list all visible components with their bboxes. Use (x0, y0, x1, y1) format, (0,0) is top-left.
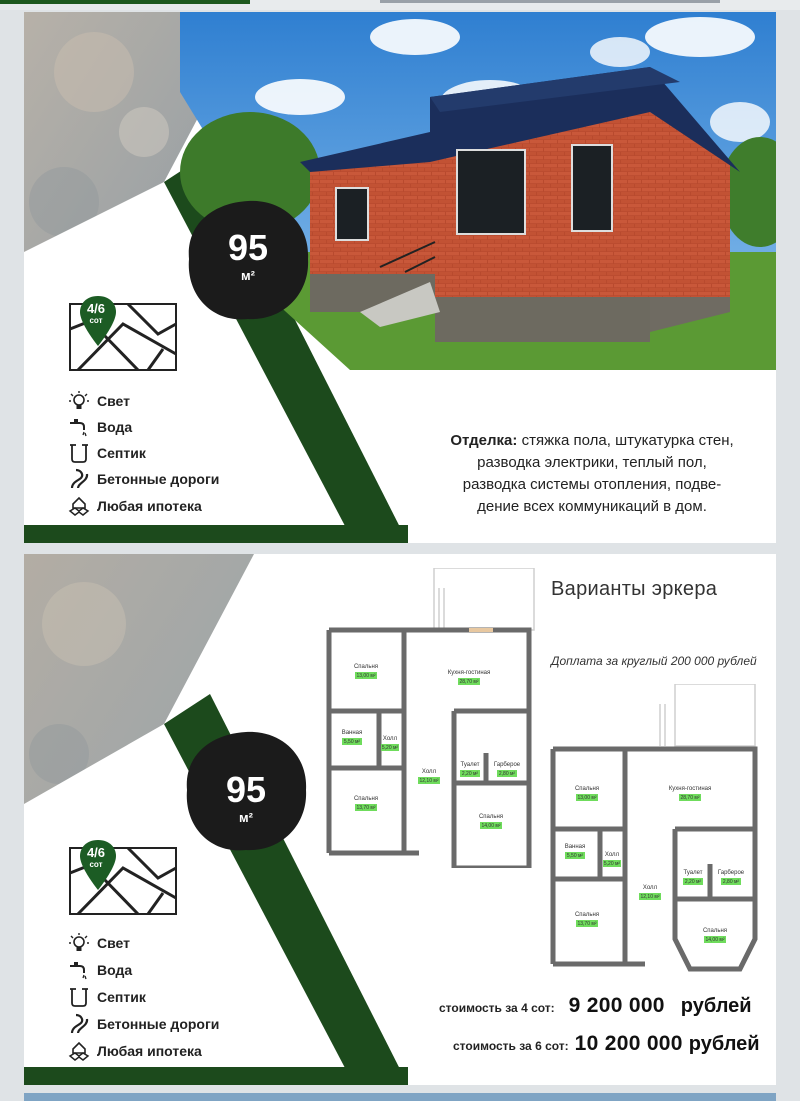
floor-plan-square-bay (324, 568, 539, 868)
finish-line-3: разводка системы отопления, подве- (462, 476, 722, 493)
feature-mortgage (68, 495, 202, 517)
listing-card-exterior (24, 12, 776, 543)
faucet-icon (68, 959, 90, 981)
septic-icon (68, 986, 90, 1008)
feature-label: Вода (97, 962, 133, 978)
feature-label: Любая ипотека (97, 1043, 202, 1059)
plan1-label-wardrobe: Гарберое (493, 762, 521, 768)
feature-water (68, 959, 132, 981)
plan2-label-hall-small: Холл (604, 852, 620, 858)
plan2-area-toilet: 2,20 м² (684, 879, 702, 885)
plot-unit: сот (89, 316, 103, 325)
price-value: 9 200 000 (568, 994, 665, 1017)
plan1-label-bedroom2: Спальня (353, 796, 379, 802)
plan2-label-toilet: Туалет (683, 870, 703, 876)
plot-value: 4/6 (86, 301, 106, 316)
plan1-label-kitchen: Кухня-гостиная (447, 670, 491, 676)
price-currency: рублей (688, 1033, 760, 1055)
plan2-area-bedroom1: 13,00 м² (577, 795, 597, 801)
floor-plan-round-bay (545, 684, 765, 979)
listing-card-plans (24, 554, 776, 1085)
feature-septic (68, 442, 146, 464)
plan1-label-bedroom1: Спальня (353, 664, 379, 670)
top-strip-green (0, 0, 250, 4)
bay-window-title: Варианты эркера (551, 578, 718, 600)
feature-label: Бетонные дороги (97, 471, 220, 487)
feature-mortgage (68, 1040, 202, 1062)
plan2-area-hall-small: 5,20 м² (603, 861, 621, 867)
plan1-area-bath: 5,50 м² (343, 739, 361, 745)
feature-label: Вода (97, 419, 133, 435)
plan2-area-wardrobe: 2,80 м² (722, 879, 740, 885)
plan1-area-hall: 12,10 м² (419, 778, 439, 784)
plan2-label-kitchen: Кухня-гостиная (668, 786, 712, 792)
feature-septic (68, 986, 146, 1008)
handshake-house-icon (68, 1040, 90, 1062)
feature-label: Бетонные дороги (97, 1016, 220, 1032)
feature-water (68, 416, 132, 438)
road-icon (68, 468, 90, 490)
septic-icon (68, 442, 90, 464)
next-card-edge (24, 1093, 776, 1101)
area-unit: м² (239, 810, 253, 825)
area-value: 95 (225, 769, 267, 810)
plan1-label-toilet: Туалет (460, 762, 480, 768)
plan1-label-bath: Ванная (341, 730, 363, 736)
plan1-area-toilet: 2,20 м² (461, 771, 479, 777)
plan2-area-bedroom3: 14,00 м² (705, 937, 725, 943)
feature-label: Септик (97, 989, 146, 1005)
finish-line-4: дение всех коммуникаций в дом. (477, 498, 707, 515)
price-label: стоимость за 4 сот: (439, 1001, 555, 1015)
feature-label: Свет (97, 393, 130, 409)
feature-light (68, 932, 130, 954)
plot-unit: сот (89, 860, 103, 869)
area-unit: м² (241, 268, 255, 283)
plan2-area-hall: 12,10 м² (640, 894, 660, 900)
price-currency: рублей (680, 995, 752, 1017)
feature-label: Свет (97, 935, 130, 951)
feature-roads (68, 1013, 219, 1035)
finish-description (422, 430, 762, 518)
price-4-sot (439, 994, 752, 1018)
price-label: стоимость за 6 сот: (453, 1039, 569, 1053)
plot-value: 4/6 (86, 845, 106, 860)
price-6-sot (453, 1032, 760, 1056)
finish-line-1: стяжка пола, штукатурка стен, (517, 432, 734, 449)
plan2-label-wardrobe: Гарберое (717, 870, 745, 876)
plan2-area-bedroom2: 13,70 м² (577, 921, 597, 927)
area-value: 95 (227, 227, 269, 268)
feature-light (68, 390, 130, 412)
feature-label: Любая ипотека (97, 498, 202, 514)
plan2-area-bath: 5,50 м² (566, 853, 584, 859)
plan2-label-hall: Холл (642, 885, 658, 891)
bay-surcharge: Доплата за круглый 200 000 рублей (551, 654, 757, 668)
plan1-area-bedroom3: 14,00 м² (481, 823, 501, 829)
finish-label: Отделка: (450, 432, 518, 449)
plan2-area-kitchen: 28,70 м² (680, 795, 700, 801)
plan2-label-bedroom3: Спальня (702, 928, 728, 934)
plan1-area-kitchen: 28,70 м² (459, 679, 479, 685)
price-value: 10 200 000 (574, 1032, 683, 1055)
plan1-area-bedroom2: 13,70 м² (356, 805, 376, 811)
plan1-area-hall-small: 5,20 м² (381, 745, 399, 751)
plan2-label-bedroom2: Спальня (574, 912, 600, 918)
plan2-label-bedroom1: Спальня (574, 786, 600, 792)
faucet-icon (68, 416, 90, 438)
plan1-area-wardrobe: 2,80 м² (498, 771, 516, 777)
finish-line-2: разводка электрики, теплый пол, (477, 454, 707, 471)
lightbulb-icon (68, 390, 90, 412)
road-icon (68, 1013, 90, 1035)
lightbulb-icon (68, 932, 90, 954)
plan1-label-bedroom3: Спальня (478, 814, 504, 820)
plan1-label-hall-small: Холл (382, 736, 398, 742)
feature-label: Септик (97, 445, 146, 461)
plan2-label-bath: Ванная (564, 844, 586, 850)
plan1-label-hall: Холл (421, 769, 437, 775)
top-strip-grey (380, 0, 720, 3)
feature-roads (68, 468, 219, 490)
top-strip (0, 0, 800, 10)
plan1-area-bedroom1: 13,00 м² (356, 673, 376, 679)
handshake-house-icon (68, 495, 90, 517)
